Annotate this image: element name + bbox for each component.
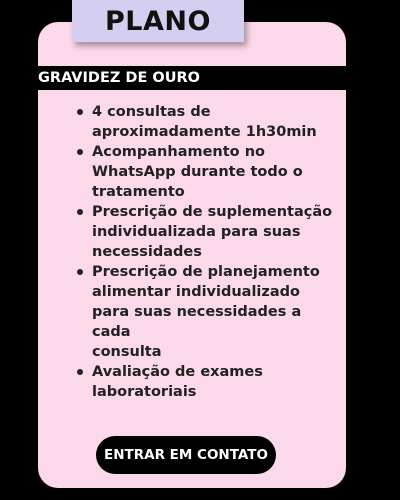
feature-line: laboratoriais	[92, 384, 197, 400]
feature-item	[74, 262, 334, 362]
feature-line: para suas necessidades a cada	[92, 304, 302, 340]
feature-line: WhatsApp durante todo o	[92, 164, 303, 180]
bullet-icon	[77, 269, 83, 275]
feature-line: Acompanhamento no	[92, 144, 265, 160]
feature-line: aproximadamente 1h30min	[92, 124, 317, 140]
bullet-icon	[77, 369, 83, 375]
plan-name: GRAVIDEZ DE OURO	[38, 70, 201, 86]
feature-line: tratamento	[92, 184, 185, 200]
contact-button-label: ENTRAR EM CONTATO	[104, 447, 268, 463]
feature-line: consulta	[92, 344, 162, 360]
feature-item	[74, 202, 334, 262]
feature-line: Prescrição de suplementação	[92, 204, 333, 220]
feature-item	[74, 102, 334, 142]
feature-line: 4 consultas de	[92, 104, 211, 120]
feature-line: Prescrição de planejamento	[92, 264, 320, 280]
feature-item	[74, 142, 334, 202]
bullet-icon	[77, 149, 83, 155]
bullet-icon	[77, 109, 83, 115]
feature-line: individualizada para suas	[92, 224, 301, 240]
feature-item	[74, 362, 334, 402]
bullet-icon	[77, 209, 83, 215]
plan-tab-label: PLANO	[105, 5, 211, 37]
feature-list	[74, 102, 334, 402]
plan-tab	[72, 0, 244, 42]
contact-button[interactable]	[96, 436, 276, 474]
feature-line: necessidades	[92, 244, 202, 260]
feature-line: Avaliação de exames	[92, 364, 263, 380]
feature-line: alimentar individualizado	[92, 284, 300, 300]
